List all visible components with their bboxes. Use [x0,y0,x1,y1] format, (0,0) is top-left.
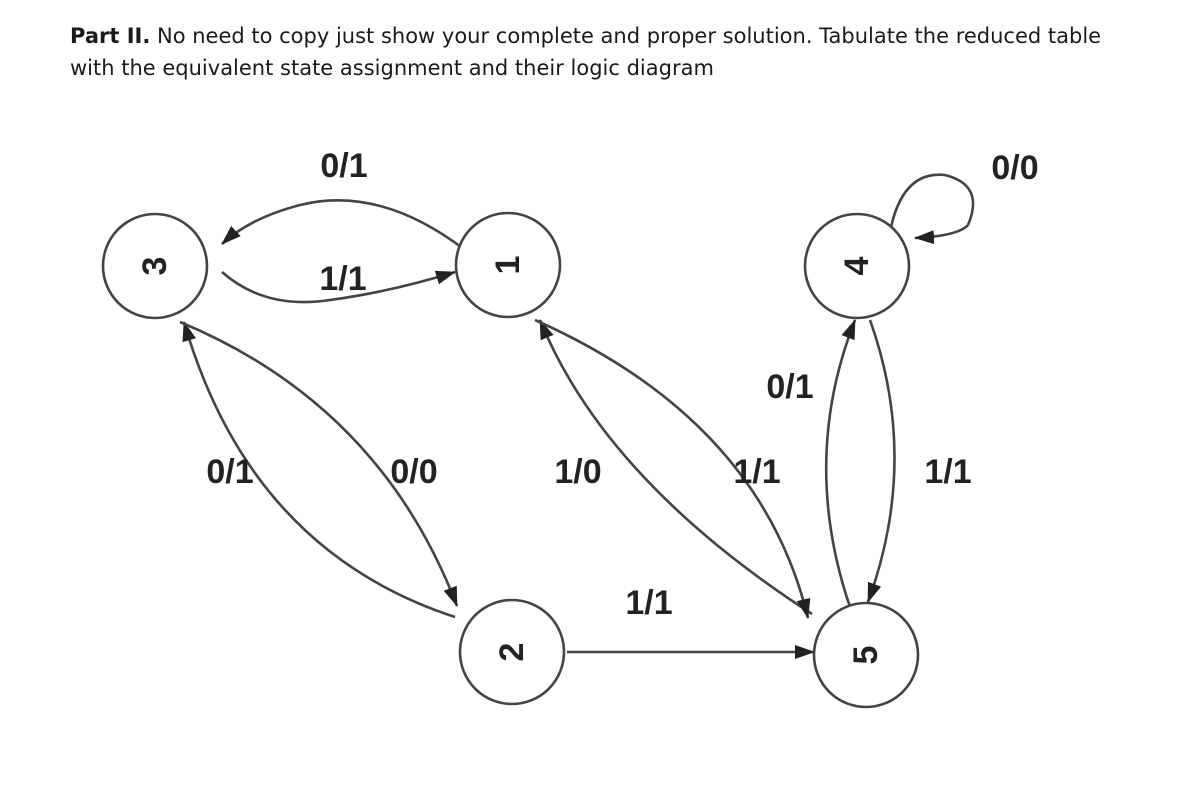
edge-label-4-to-5: 1/1 [924,453,972,491]
state-4 [805,214,909,318]
state-1-label: 1 [489,255,527,275]
edge-label-1-to-3: 0/1 [320,147,368,185]
edge-label-1-to-5: 1/1 [733,453,781,491]
edge-4-to-5 [868,320,895,602]
edge-label-2-to-1: 1/0 [554,453,602,491]
state-1 [456,213,560,317]
state-3 [103,214,207,318]
part-label: Part II. [70,24,151,48]
state-5-label: 5 [847,645,885,665]
instructions-body: No need to copy just show your complete and proper solution. Tabulate the reduced table with the equivalent state assignment and their logic diagram [70,24,1102,80]
edge-label-3-to-1: 1/1 [319,260,367,298]
state-2 [460,600,564,704]
edge-5-to-4 [826,320,855,607]
edge-4-to-4-self [888,175,973,244]
edge-1-to-3 [222,200,465,250]
state-3-label: 3 [136,256,174,276]
edge-label-5-to-4: 0/1 [766,368,814,406]
state-4-label: 4 [838,256,876,276]
state-2-label: 2 [493,642,531,662]
edge-label-4-self: 0/0 [991,149,1039,187]
edge-label-2-to-5: 1/1 [625,584,673,622]
edge-label-3-to-2: 0/0 [390,453,438,491]
state-5 [814,603,918,707]
edge-label-2-to-3: 0/1 [206,453,254,491]
